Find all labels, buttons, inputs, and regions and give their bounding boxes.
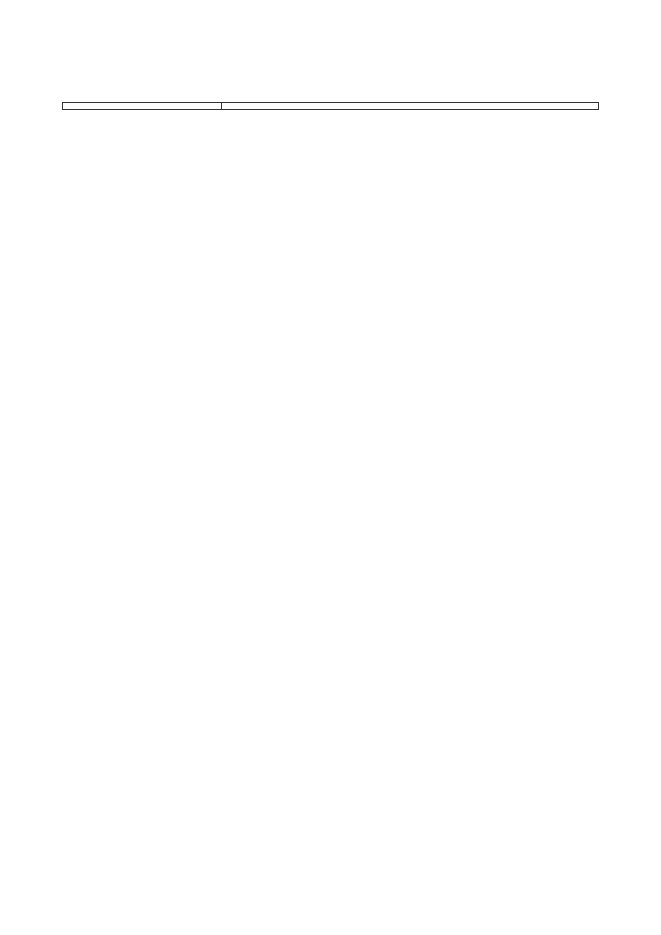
decisions-table xyxy=(62,102,599,110)
column-header-rating xyxy=(63,103,222,110)
table-header-row xyxy=(63,103,599,110)
page-content xyxy=(62,88,599,124)
column-header-decision xyxy=(222,103,599,110)
